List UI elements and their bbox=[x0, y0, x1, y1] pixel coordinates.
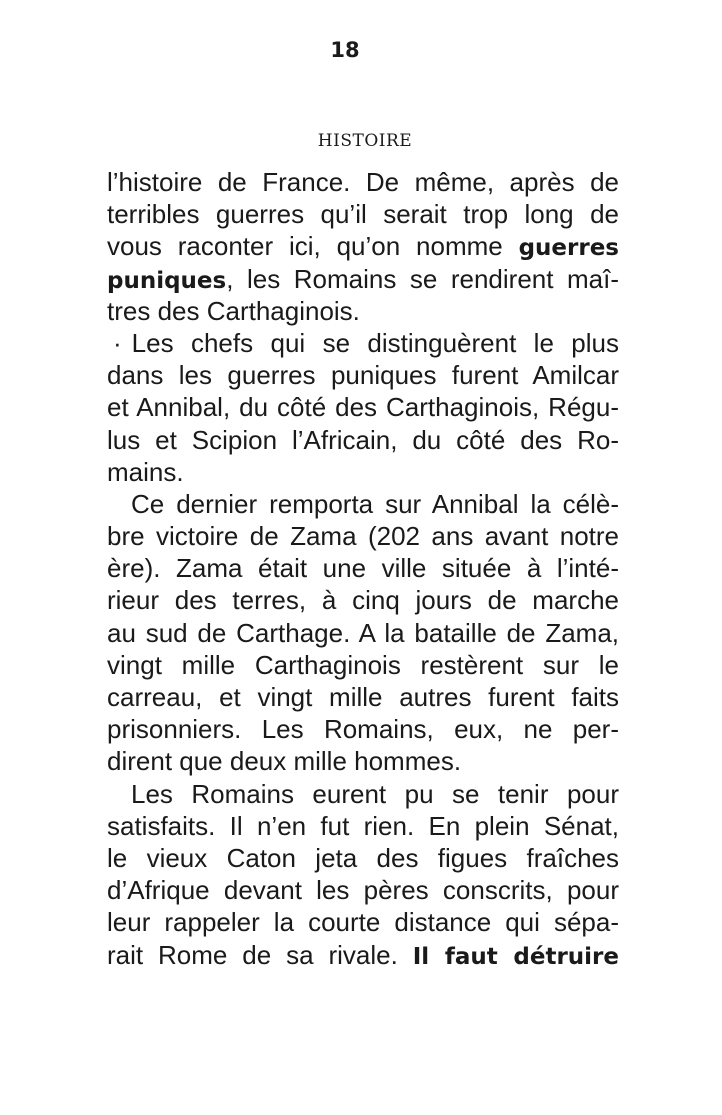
text-line bbox=[107, 649, 619, 681]
text-run: satisfaits. Il n’en fut rien. En plein Sénat, bbox=[107, 810, 619, 841]
text-line bbox=[107, 778, 619, 810]
text-line bbox=[107, 713, 619, 745]
text-line bbox=[107, 198, 619, 230]
text-line bbox=[107, 617, 619, 649]
text-line bbox=[107, 681, 619, 713]
text-line bbox=[107, 745, 619, 777]
text-run: Les chefs qui se distinguèrent le plus bbox=[131, 327, 619, 358]
paragraph bbox=[107, 327, 619, 488]
page-number: 18 bbox=[330, 38, 360, 62]
text-run: le vieux Caton jeta des figues fraîches bbox=[107, 842, 619, 873]
text-line bbox=[107, 810, 619, 842]
text-run: dans les guerres puniques furent Amilcar bbox=[107, 360, 619, 391]
text-run: et Annibal, du côté des Carthaginois, Régu- bbox=[107, 392, 619, 423]
text-line bbox=[107, 166, 619, 198]
text-run: tres des Carthaginois. bbox=[107, 295, 360, 326]
text-run: leur rappeler la courte distance qui sépa- bbox=[107, 907, 619, 938]
text-run: bre victoire de Zama (202 ans avant notre bbox=[107, 521, 619, 552]
text-line bbox=[107, 939, 619, 971]
text-line bbox=[107, 327, 619, 359]
text-line bbox=[107, 906, 619, 938]
text-line bbox=[107, 424, 619, 456]
text-line bbox=[107, 391, 619, 423]
text-run: Les Romains eurent pu se tenir pour bbox=[131, 778, 619, 809]
text-run: vingt mille Carthaginois restèrent sur le bbox=[107, 649, 619, 680]
text-run: mains. bbox=[107, 456, 184, 487]
text-line bbox=[107, 359, 619, 391]
text-run: au sud de Carthage. A la bataille de Zama, bbox=[107, 617, 619, 648]
bold-term: Il faut détruire bbox=[412, 943, 620, 970]
text-line bbox=[107, 842, 619, 874]
text-run: d’Afrique devant les pères conscrits, pour bbox=[107, 875, 619, 906]
bold-term: guerres bbox=[518, 235, 619, 262]
bold-term: puniques bbox=[107, 267, 227, 294]
paragraph bbox=[107, 778, 619, 971]
text-run: prisonniers. Les Romains, eux, ne per- bbox=[107, 714, 619, 745]
text-run: lus et Scipion l’Africain, du côté des Ro- bbox=[107, 424, 619, 455]
text-line bbox=[107, 230, 619, 262]
body-text bbox=[107, 166, 619, 971]
paragraph bbox=[107, 488, 619, 778]
text-line bbox=[107, 520, 619, 552]
text-run: ère). Zama était une ville située à l’inté- bbox=[107, 553, 619, 584]
running-head: HISTOIRE bbox=[317, 131, 413, 151]
text-run: Ce dernier remporta sur Annibal la célè- bbox=[131, 488, 619, 519]
text-run: , les Romains se rendirent maî- bbox=[226, 263, 619, 294]
text-run: dirent que deux mille hommes. bbox=[107, 746, 462, 777]
text-line bbox=[107, 552, 619, 584]
paragraph bbox=[107, 166, 619, 327]
text-run: vous raconter ici, qu’on nomme bbox=[107, 231, 519, 262]
text-line bbox=[107, 295, 619, 327]
text-line bbox=[107, 263, 619, 295]
text-run: rait Rome de sa rivale. bbox=[107, 939, 413, 970]
text-run: terribles guerres qu’il serait trop long de bbox=[107, 199, 619, 230]
text-run: · bbox=[113, 327, 122, 358]
text-run: l’histoire de France. De même, après de bbox=[107, 167, 619, 197]
text-line bbox=[107, 488, 619, 520]
text-line bbox=[107, 584, 619, 616]
text-run: carreau, et vingt mille autres furent faits bbox=[107, 682, 619, 712]
text-run: rieur des terres, à cinq jours de marche bbox=[107, 585, 619, 616]
text-line bbox=[107, 456, 619, 488]
text-line bbox=[107, 874, 619, 906]
